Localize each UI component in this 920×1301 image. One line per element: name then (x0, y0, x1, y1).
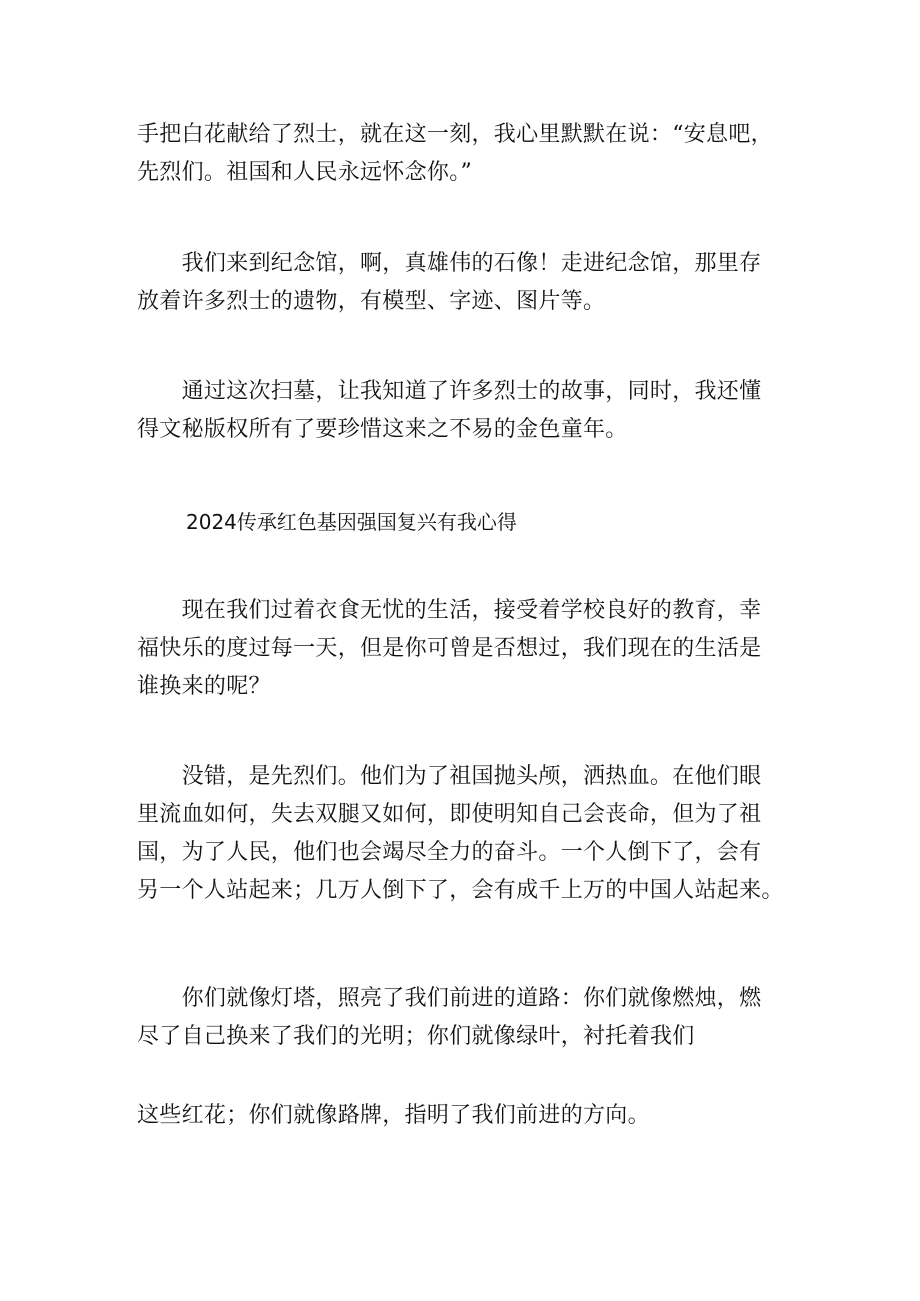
text-line: 尽了自己换来了我们的光明；你们就像绿叶，衬托着我们 (137, 1024, 695, 1049)
text-line: 你们就像灯塔，照亮了我们前进的道路：你们就像燃烛，燃 (137, 986, 762, 1011)
text-line: 通过这次扫墓，让我知道了许多烈士的故事，同时，我还懂 (137, 379, 762, 404)
text-line: 国，为了人民，他们也会竭尽全力的奋斗。一个人倒下了，会有 (137, 840, 762, 865)
text-line: 谁换来的呢？ (137, 674, 271, 699)
text-line: 手把白花献给了烈士，就在这一刻，我心里默默在说：“安息吧， (137, 122, 773, 147)
text-line: 另一个人站起来；几万人倒下了，会有成千上万的中国人站起来。 (137, 878, 784, 903)
text-line: 放着许多烈士的遗物，有模型、字迹、图片等。 (137, 289, 606, 314)
text-line: 这些红花；你们就像路牌，指明了我们前进的方向。 (137, 1103, 650, 1128)
paragraph-tomb-sweeping (137, 373, 787, 449)
text-line: 福快乐的度过每一天，但是你可曾是否想过，我们现在的生活是 (137, 636, 762, 661)
text-line: 现在我们过着衣食无忧的生活，接受着学校良好的教育，幸 (137, 598, 762, 623)
text-line: 没错，是先烈们。他们为了祖国抛头颅，洒热血。在他们眼 (137, 764, 762, 789)
text-line: 得文秘版权所有了要珍惜这来之不易的金色童年。 (137, 417, 628, 442)
section-heading: 2024传承红色基因强国复兴有我心得 (186, 510, 517, 534)
paragraph-lighthouse (137, 980, 787, 1056)
paragraph-offering-flowers (137, 116, 787, 192)
paragraph-current-life (137, 592, 787, 706)
text-line: 里流血如何，失去双腿又如何，即使明知自己会丧命，但为了祖 (137, 802, 762, 827)
paragraph-martyrs (137, 758, 787, 910)
paragraph-signpost (137, 1097, 787, 1135)
text-line: 我们来到纪念馆，啊，真雄伟的石像！走进纪念馆，那里存 (137, 251, 762, 276)
text-line: 先烈们。祖国和人民永远怀念你。” (137, 160, 473, 185)
paragraph-memorial-hall (137, 245, 787, 321)
